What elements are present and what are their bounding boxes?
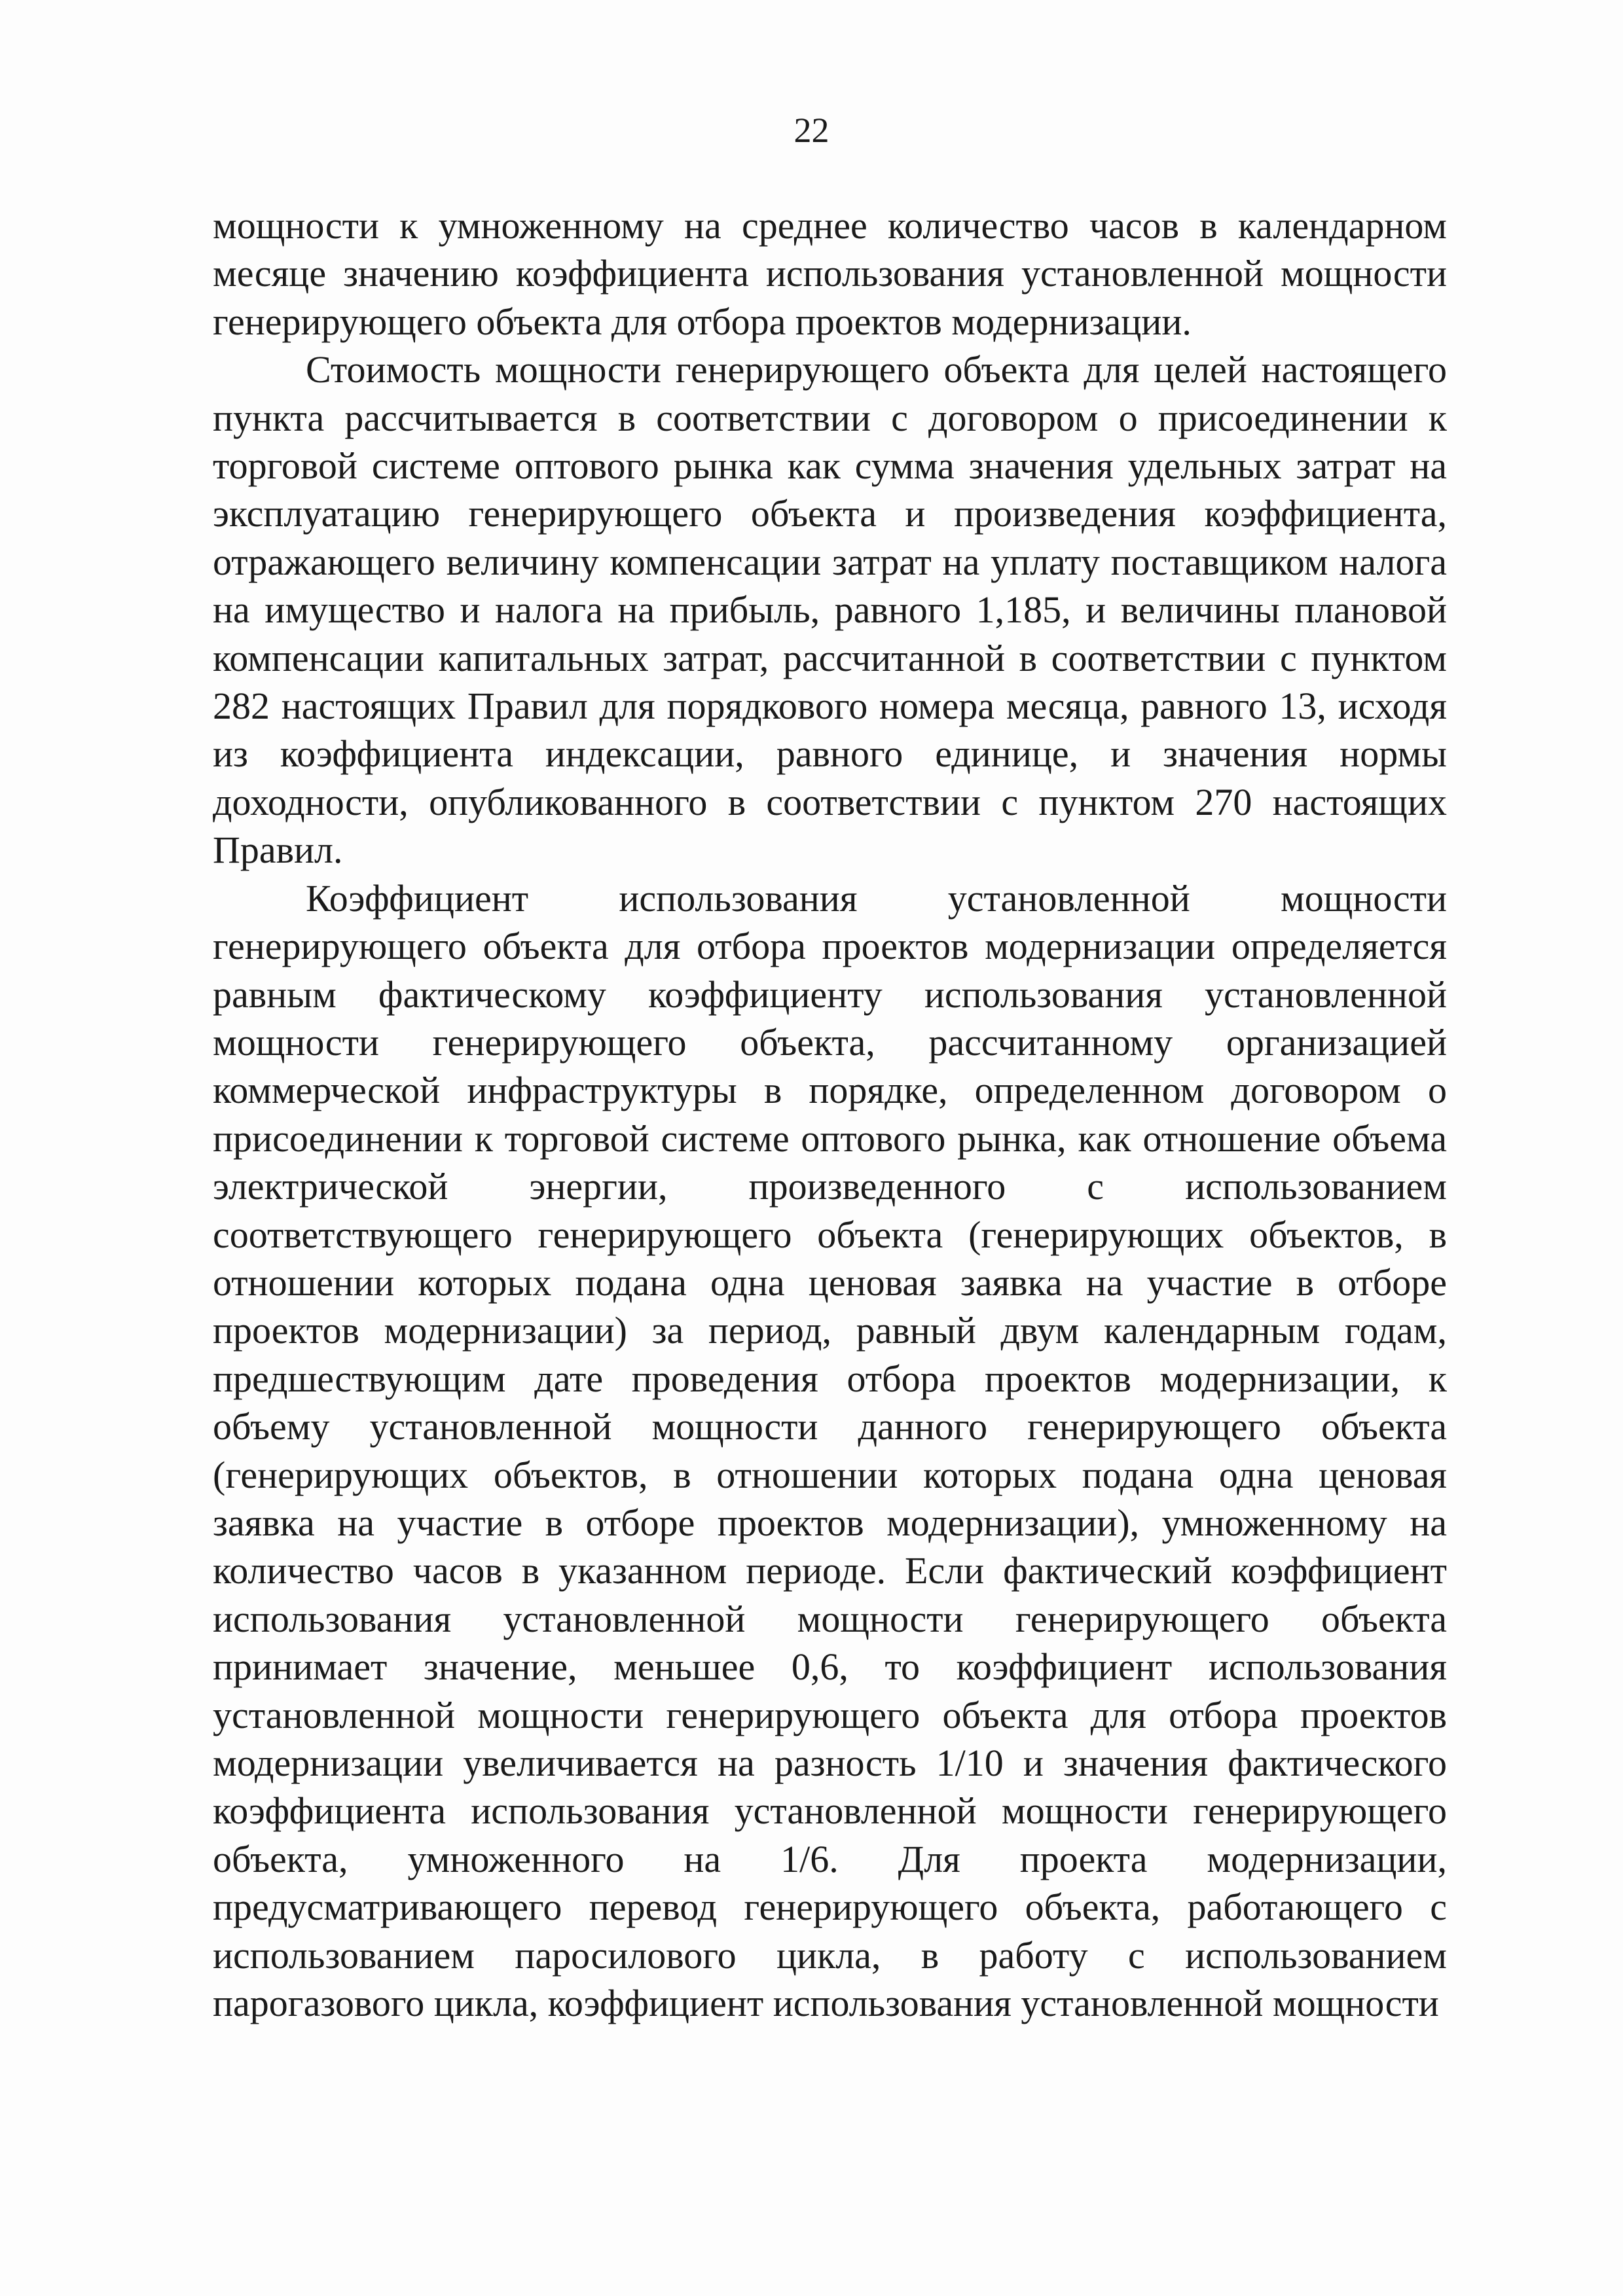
document-body <box>213 202 1447 2027</box>
paragraph-capacity-cost: Стоимость мощности генерирующего объекта для целей настоящего пункта рассчитывается в соответствии с договором о присоединении к торговой системе оптового рынка как сумма значения удельных затрат на эксплуатацию генерирующего объекта и произведения коэффициента, отражающего величину компенсации затрат на уплату поставщиком налога на имущество и налога на прибыль, равного 1,185, и величины плановой компенсации капитальных затрат, рассчитанной в соответствии с пунктом 282 настоящих Правил для порядкового номера месяца, равного 13, исходя из коэффициента индексации, равного единице, и значения нормы доходности, опубликованного в соответствии с пунктом 270 настоящих Правил. <box>213 348 1447 872</box>
page-number: 22 <box>793 111 830 150</box>
paragraph-continuation: мощности к умноженному на среднее количество часов в календарном месяце значению коэффициента использования установленной мощности генерирующего объекта для отбора проектов модернизации. <box>213 204 1447 343</box>
paragraph-utilization-coefficient: Коэффициент использования установленной мощности генерирующего объекта для отбора проектов модернизации определяется равным фактическому коэффициенту использования установленной мощности генерирующего объекта, рассчитанному организацией коммерческой инфраструктуры в порядке, определенном договором о присоединении к торговой системе оптового рынка, как отношение объема электрической энергии, произведенного с использованием соответствующего генерирующего объекта (генерирующих объектов, в отношении которых подана одна ценовая заявка на участие в отборе проектов модернизации) за период, равный двум календарным годам, предшествующим дате проведения отбора проектов модернизации, к объему установленной мощности данного генерирующего объекта (генерирующих объектов, в отношении которых подана одна ценовая заявка на участие в отборе проектов модернизации), умноженному на количество часов в указанном периоде. Если фактический коэффициент использования установленной мощности генерирующего объекта принимает значение, меньшее 0,6, то коэффициент использования установленной мощности генерирующего объекта для отбора проектов модернизации увеличивается на разность 1/10 и значения фактического коэффициента использования установленной мощности генерирующего объекта, умноженного на 1/6. Для проекта модернизации, предусматривающего перевод генерирующего объекта, работающего с использованием паросилового цикла, в работу с использованием парогазового цикла, коэффициент использования установленной мощности <box>213 876 1447 2025</box>
